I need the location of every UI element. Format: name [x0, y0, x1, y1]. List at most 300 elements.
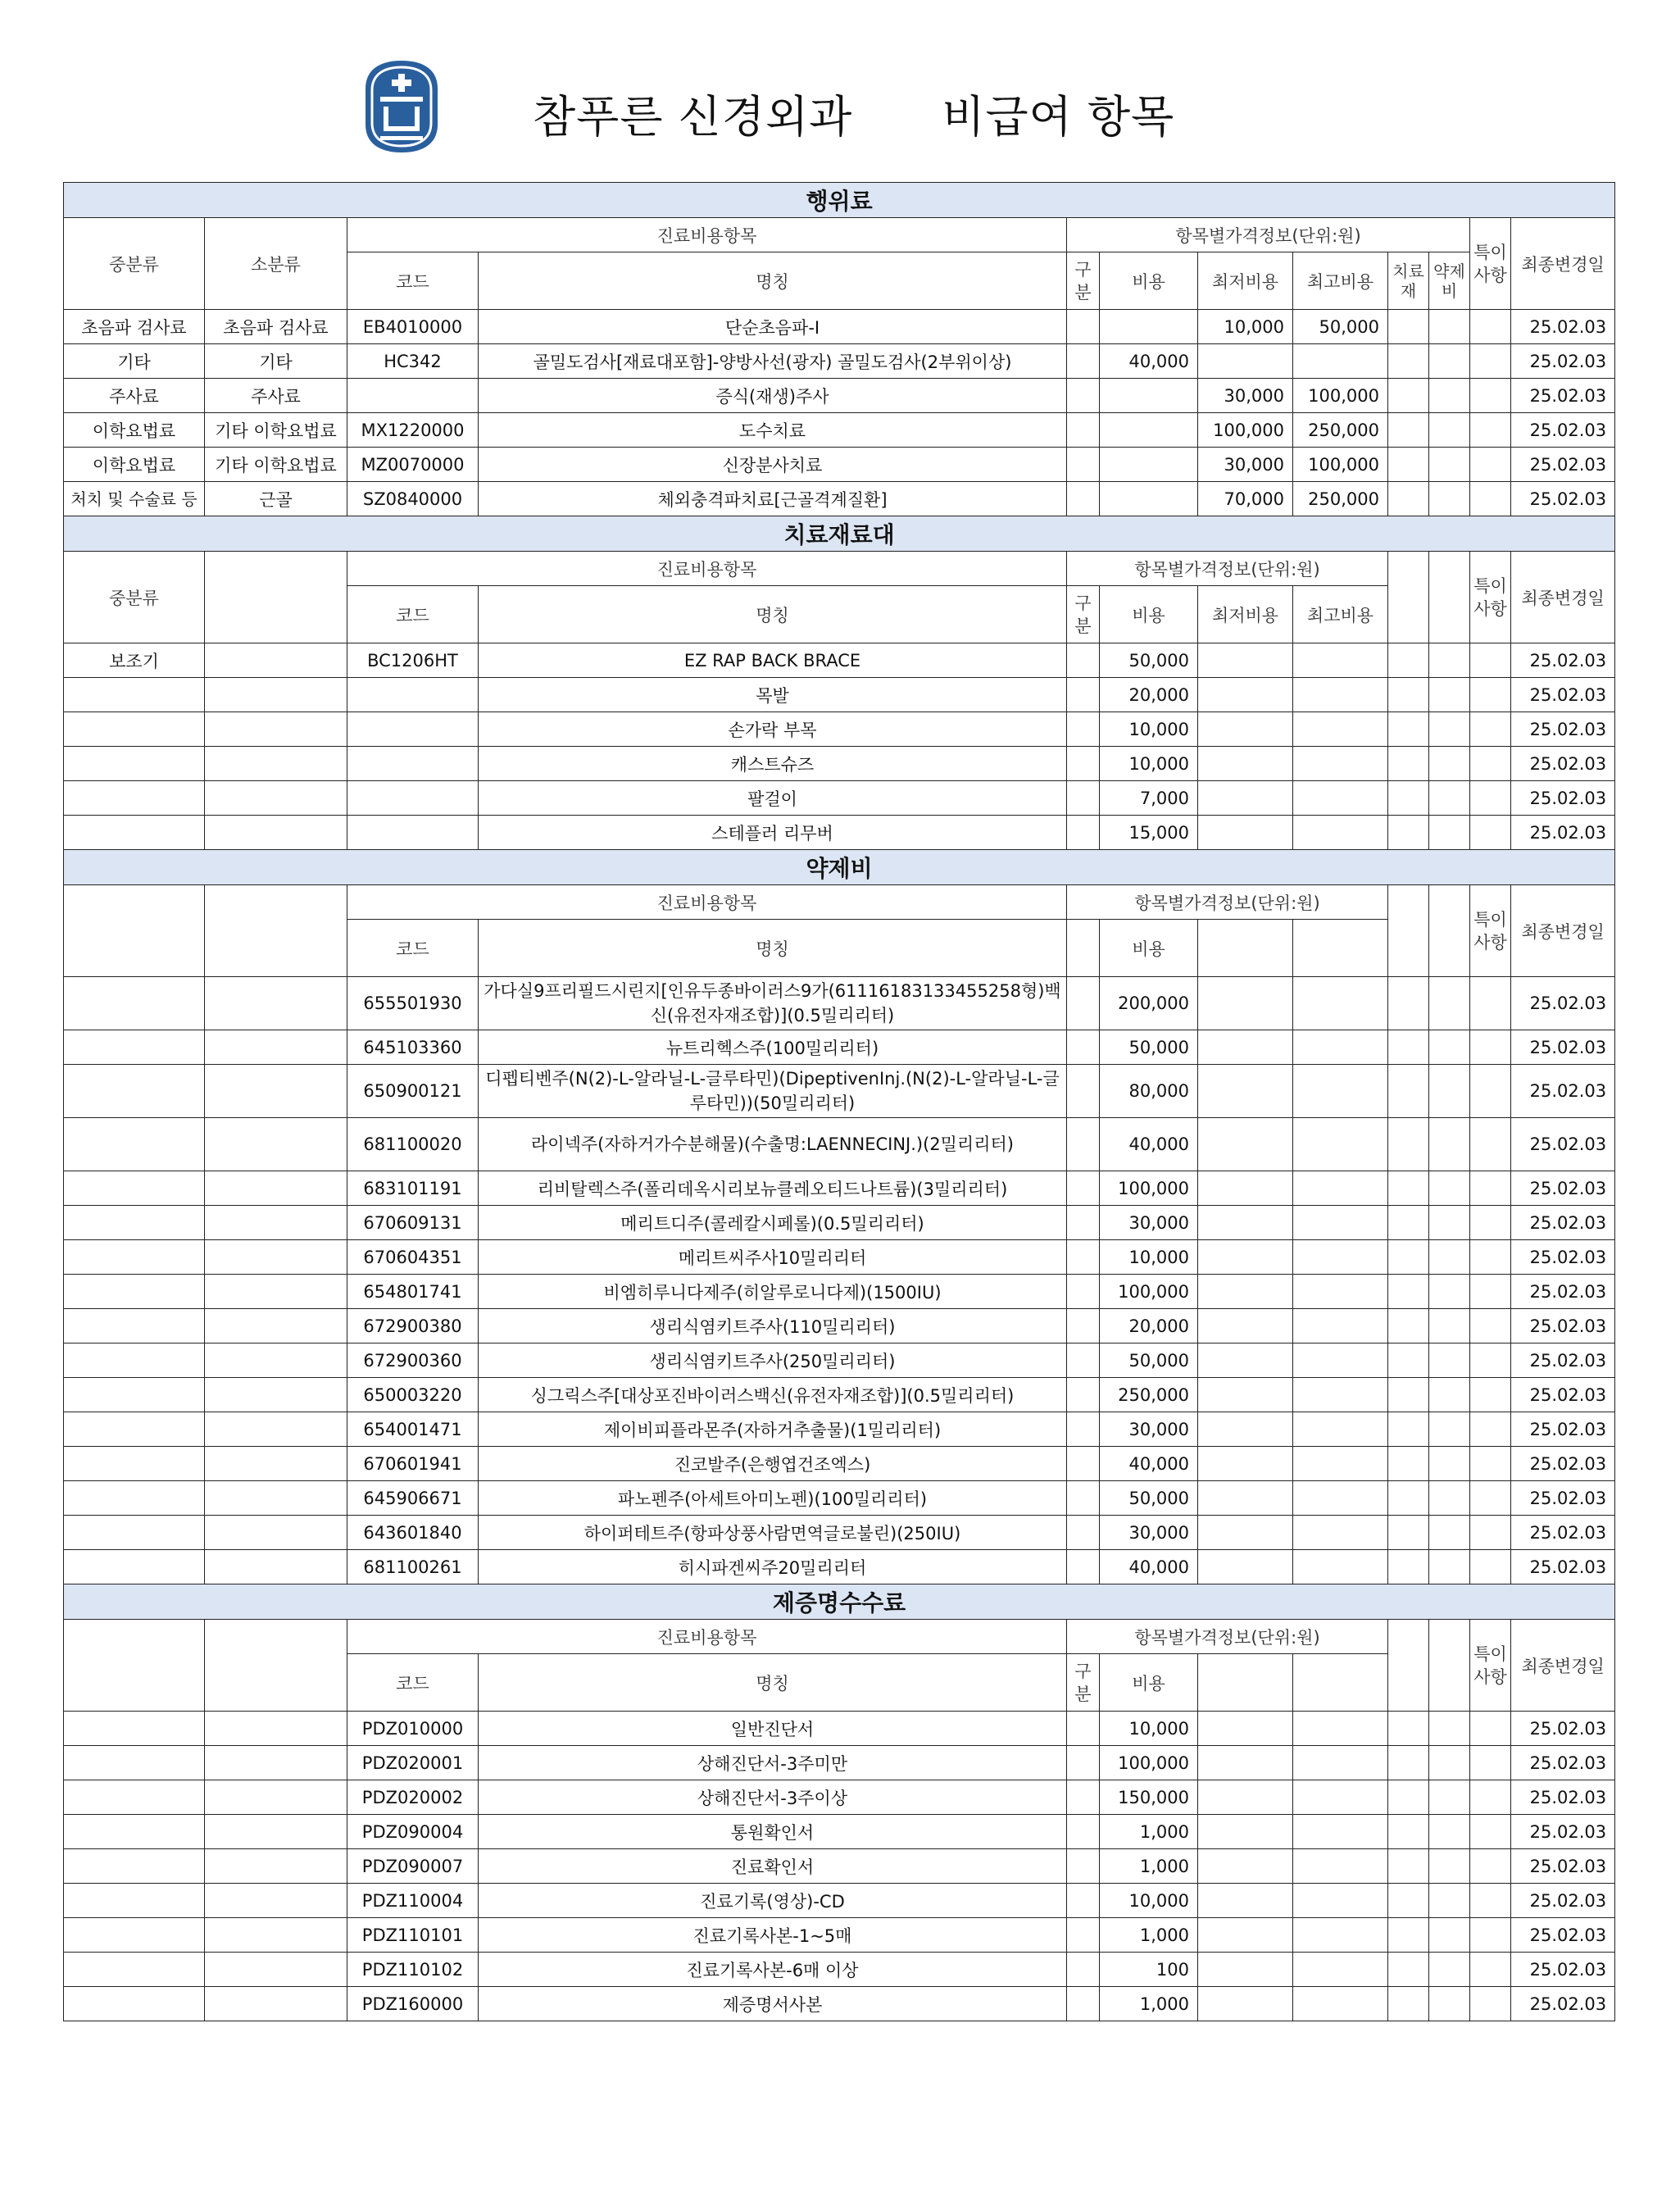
- updated-date-cell: 25.02.03: [1511, 379, 1615, 413]
- empty-cell: [1067, 1275, 1100, 1309]
- empty-cell: [1429, 482, 1470, 516]
- header-drug: 약제비: [1429, 252, 1470, 310]
- table-row: [64, 747, 1615, 781]
- updated-date-cell: 25.02.03: [1511, 448, 1615, 482]
- empty-cell: [1067, 448, 1100, 482]
- table-row: [64, 1065, 1615, 1118]
- updated-date-cell: 25.02.03: [1511, 1780, 1615, 1815]
- mid-category-cell: 초음파 검사료: [64, 310, 205, 344]
- code-cell: PDZ160000: [347, 1987, 479, 2021]
- code-cell: PDZ090007: [347, 1849, 479, 1884]
- cost-cell: 7,000: [1100, 781, 1198, 816]
- code-cell: PDZ110004: [347, 1884, 479, 1918]
- empty-cell: [1429, 1065, 1470, 1118]
- empty-cell: [1388, 643, 1429, 678]
- empty-cell: [205, 1447, 347, 1481]
- sub-category-cell: 초음파 검사료: [205, 310, 347, 344]
- updated-date-cell: 25.02.03: [1511, 1065, 1615, 1118]
- empty-cell: [1198, 1987, 1293, 2021]
- name-cell: 손가락 부목: [479, 712, 1067, 747]
- name-cell: 가다실9프리필드시린지[인유두종바이러스9가(6111618313345525​8형)백신(유전자재조합)](0.5밀리리터): [479, 977, 1067, 1030]
- empty-cell: [1067, 1884, 1100, 1918]
- empty-cell: [1429, 1309, 1470, 1343]
- code-cell: PDZ010000: [347, 1712, 479, 1746]
- empty-cell: [64, 1275, 205, 1309]
- empty-cell: [1388, 1343, 1429, 1378]
- empty-cell: [1470, 781, 1511, 816]
- header-updated: 최종변경일: [1511, 1620, 1615, 1712]
- empty-cell: [1198, 1849, 1293, 1884]
- empty-cell: [205, 1746, 347, 1780]
- empty-cell: [1388, 1884, 1429, 1918]
- empty-cell: [205, 1481, 347, 1516]
- header-blank: [1429, 1620, 1470, 1712]
- empty-cell: [1388, 1746, 1429, 1780]
- header-price-group: 항목별가격정보(단위:원): [1067, 218, 1470, 252]
- updated-date-cell: 25.02.03: [1511, 1206, 1615, 1240]
- empty-cell: [205, 1815, 347, 1849]
- empty-cell: [1470, 747, 1511, 781]
- empty-cell: [1429, 448, 1470, 482]
- table-row: [64, 1481, 1615, 1516]
- empty-cell: [1470, 1849, 1511, 1884]
- empty-cell: [1198, 781, 1293, 816]
- updated-date-cell: 25.02.03: [1511, 310, 1615, 344]
- table-row: [64, 1884, 1615, 1918]
- table-row: [64, 1030, 1615, 1065]
- empty-cell: [1388, 482, 1429, 516]
- max-cost-cell: 250,000: [1293, 482, 1388, 516]
- header-blank: [64, 1620, 205, 1712]
- empty-cell: [1293, 1987, 1388, 2021]
- empty-cell: [1429, 344, 1470, 379]
- empty-cell: [1388, 1481, 1429, 1516]
- table-row: [64, 1815, 1615, 1849]
- code-cell: PDZ110101: [347, 1918, 479, 1953]
- empty-cell: [205, 1378, 347, 1412]
- empty-cell: [1388, 977, 1429, 1030]
- updated-date-cell: 25.02.03: [1511, 712, 1615, 747]
- empty-cell: [1470, 1780, 1511, 1815]
- name-cell: 생리식염키트주사(250밀리리터): [479, 1343, 1067, 1378]
- empty-cell: [1293, 1447, 1388, 1481]
- name-cell: 히시파겐씨주20밀리리터: [479, 1550, 1067, 1584]
- empty-cell: [1067, 1065, 1100, 1118]
- empty-cell: [1429, 1240, 1470, 1275]
- header-blank: [1067, 920, 1100, 977]
- empty-cell: [1067, 1206, 1100, 1240]
- empty-cell: [1293, 643, 1388, 678]
- empty-cell: [1388, 1378, 1429, 1412]
- empty-cell: [1388, 1780, 1429, 1815]
- max-cost-cell: [1293, 344, 1388, 379]
- cost-cell: 10,000: [1100, 1884, 1198, 1918]
- cost-cell: 1,000: [1100, 1918, 1198, 1953]
- empty-cell: [1429, 816, 1470, 850]
- mid-category-cell: [64, 712, 205, 747]
- empty-cell: [205, 1118, 347, 1171]
- header-sub-category: 소분류: [205, 218, 347, 310]
- code-cell: 670609131: [347, 1206, 479, 1240]
- table-row: [64, 1746, 1615, 1780]
- max-cost-cell: 100,000: [1293, 448, 1388, 482]
- empty-cell: [64, 1030, 205, 1065]
- empty-cell: [1067, 1780, 1100, 1815]
- table-row: [64, 1378, 1615, 1412]
- name-cell: 목발: [479, 678, 1067, 712]
- sub-category-cell: 근골: [205, 482, 347, 516]
- updated-date-cell: 25.02.03: [1511, 747, 1615, 781]
- empty-cell: [1429, 1815, 1470, 1849]
- updated-date-cell: 25.02.03: [1511, 643, 1615, 678]
- table-row: [64, 1309, 1615, 1343]
- empty-cell: [205, 816, 347, 850]
- code-cell: EB4010000: [347, 310, 479, 344]
- code-cell: 654801741: [347, 1275, 479, 1309]
- empty-cell: [1198, 1343, 1293, 1378]
- empty-cell: [1429, 1780, 1470, 1815]
- table-row: [64, 1171, 1615, 1206]
- table-row: [64, 1987, 1615, 2021]
- name-cell: 제이비피플라몬주(자하거추출물)(1밀리리터): [479, 1412, 1067, 1447]
- cost-cell: 100,000: [1100, 1171, 1198, 1206]
- empty-cell: [1429, 310, 1470, 344]
- header-price-group: 항목별가격정보(단위:원): [1067, 552, 1388, 586]
- empty-cell: [1198, 1516, 1293, 1550]
- name-cell: 캐스트슈즈: [479, 747, 1067, 781]
- empty-cell: [1429, 1849, 1470, 1884]
- cost-cell: 30,000: [1100, 1206, 1198, 1240]
- empty-cell: [1198, 747, 1293, 781]
- code-cell: BC1206HT: [347, 643, 479, 678]
- cost-cell: 1,000: [1100, 1849, 1198, 1884]
- empty-cell: [1293, 1309, 1388, 1343]
- mid-category-cell: [64, 678, 205, 712]
- min-cost-cell: 10,000: [1198, 310, 1293, 344]
- empty-cell: [1470, 413, 1511, 448]
- cost-cell: 10,000: [1100, 747, 1198, 781]
- sub-category-cell: 기타: [205, 344, 347, 379]
- sub-category-cell: 주사료: [205, 379, 347, 413]
- empty-cell: [1470, 1815, 1511, 1849]
- empty-cell: [1198, 1030, 1293, 1065]
- name-cell: 스테플러 리무버: [479, 816, 1067, 850]
- empty-cell: [1067, 1849, 1100, 1884]
- name-cell: 신장분사치료: [479, 448, 1067, 482]
- name-cell: 팔걸이: [479, 781, 1067, 816]
- empty-cell: [1470, 1378, 1511, 1412]
- name-cell: 메리트씨주사10밀리리터: [479, 1240, 1067, 1275]
- empty-cell: [1198, 1412, 1293, 1447]
- empty-cell: [1067, 344, 1100, 379]
- empty-cell: [1470, 1275, 1511, 1309]
- empty-cell: [1429, 379, 1470, 413]
- code-cell: PDZ110102: [347, 1953, 479, 1987]
- table-row: [64, 1550, 1615, 1584]
- table-row: [64, 1780, 1615, 1815]
- empty-cell: [1470, 344, 1511, 379]
- updated-date-cell: 25.02.03: [1511, 1378, 1615, 1412]
- empty-cell: [1388, 1953, 1429, 1987]
- updated-date-cell: 25.02.03: [1511, 1849, 1615, 1884]
- name-cell: 뉴트리헥스주(100밀리리터): [479, 1030, 1067, 1065]
- empty-cell: [1293, 1780, 1388, 1815]
- mid-category-cell: 이학요법료: [64, 413, 205, 448]
- name-cell: 제증명서사본: [479, 1987, 1067, 2021]
- empty-cell: [1429, 1275, 1470, 1309]
- empty-cell: [1388, 379, 1429, 413]
- empty-cell: [1388, 1516, 1429, 1550]
- empty-cell: [1198, 1712, 1293, 1746]
- name-cell: 싱그릭스주[대상포진바이러스백신(유전자재조합)](0.5밀리리터): [479, 1378, 1067, 1412]
- empty-cell: [1198, 678, 1293, 712]
- code-cell: SZ0840000: [347, 482, 479, 516]
- empty-cell: [1293, 1918, 1388, 1953]
- cost-cell: 10,000: [1100, 712, 1198, 747]
- header-special: 특이사항: [1470, 885, 1511, 977]
- empty-cell: [1388, 1918, 1429, 1953]
- name-cell: 파노펜주(아세트아미노펜)(100밀리리터): [479, 1481, 1067, 1516]
- name-cell: 상해진단서-3주미만: [479, 1746, 1067, 1780]
- empty-cell: [1470, 1343, 1511, 1378]
- empty-cell: [205, 1987, 347, 2021]
- empty-cell: [1388, 1171, 1429, 1206]
- empty-cell: [1067, 1343, 1100, 1378]
- table-row: [64, 344, 1615, 379]
- updated-date-cell: 25.02.03: [1511, 1987, 1615, 2021]
- empty-cell: [1067, 1378, 1100, 1412]
- empty-cell: [1429, 747, 1470, 781]
- updated-date-cell: 25.02.03: [1511, 1240, 1615, 1275]
- header-blank: [205, 552, 347, 643]
- empty-cell: [1293, 678, 1388, 712]
- empty-cell: [1429, 1953, 1470, 1987]
- empty-cell: [1293, 1171, 1388, 1206]
- cost-cell: 250,000: [1100, 1378, 1198, 1412]
- section-title-certificates: 제증명수수료: [64, 1584, 1615, 1620]
- cost-cell: 30,000: [1100, 1412, 1198, 1447]
- header-code: 코드: [347, 920, 479, 977]
- empty-cell: [1067, 678, 1100, 712]
- table-row: [64, 1118, 1615, 1171]
- empty-cell: [1470, 678, 1511, 712]
- min-cost-cell: 30,000: [1198, 448, 1293, 482]
- empty-cell: [1470, 1240, 1511, 1275]
- empty-cell: [1198, 816, 1293, 850]
- empty-cell: [205, 1240, 347, 1275]
- table-row: [64, 310, 1615, 344]
- code-cell: [347, 747, 479, 781]
- header-gubun: 구분: [1067, 586, 1100, 643]
- empty-cell: [205, 1849, 347, 1884]
- header-blank: [1198, 920, 1293, 977]
- empty-cell: [1293, 1206, 1388, 1240]
- mid-category-cell: [64, 747, 205, 781]
- header-special: 특이사항: [1470, 1620, 1511, 1712]
- empty-cell: [1067, 379, 1100, 413]
- updated-date-cell: 25.02.03: [1511, 1953, 1615, 1987]
- empty-cell: [1429, 1746, 1470, 1780]
- empty-cell: [1388, 1240, 1429, 1275]
- empty-cell: [1293, 1065, 1388, 1118]
- empty-cell: [205, 1171, 347, 1206]
- page-header: [0, 49, 1680, 164]
- empty-cell: [1429, 1171, 1470, 1206]
- clinic-name: 참푸른 신경외과: [533, 91, 853, 143]
- header-blank: [205, 1620, 347, 1712]
- empty-cell: [1198, 643, 1293, 678]
- name-cell: 진료확인서: [479, 1849, 1067, 1884]
- header-min: 최저비용: [1198, 586, 1293, 643]
- empty-cell: [1429, 1550, 1470, 1584]
- table-row: [64, 482, 1615, 516]
- empty-cell: [1429, 1712, 1470, 1746]
- document-subtitle: 비급여 항목: [942, 91, 1175, 143]
- empty-cell: [205, 1030, 347, 1065]
- sub-category-cell: 기타 이학요법료: [205, 413, 347, 448]
- code-cell: 650900121: [347, 1065, 479, 1118]
- empty-cell: [1198, 1447, 1293, 1481]
- mid-category-cell: [64, 816, 205, 850]
- empty-cell: [205, 1712, 347, 1746]
- empty-cell: [1198, 1780, 1293, 1815]
- header-price-group: 항목별가격정보(단위:원): [1067, 885, 1388, 920]
- empty-cell: [1293, 1746, 1388, 1780]
- empty-cell: [1067, 1550, 1100, 1584]
- cost-cell: [1100, 482, 1198, 516]
- section-title-procedures: 행위료: [64, 183, 1615, 218]
- code-cell: [347, 781, 479, 816]
- mid-category-cell: 기타: [64, 344, 205, 379]
- empty-cell: [1067, 781, 1100, 816]
- empty-cell: [1293, 1815, 1388, 1849]
- empty-cell: [1429, 1987, 1470, 2021]
- empty-cell: [1293, 1378, 1388, 1412]
- header-material: 치료재: [1388, 252, 1429, 310]
- table-row: [64, 1275, 1615, 1309]
- table-row: [64, 1240, 1615, 1275]
- header-updated: 최종변경일: [1511, 218, 1615, 310]
- mid-category-cell: [64, 781, 205, 816]
- cost-cell: 150,000: [1100, 1780, 1198, 1815]
- empty-cell: [1293, 1849, 1388, 1884]
- empty-cell: [1067, 816, 1100, 850]
- table-row: [64, 1206, 1615, 1240]
- empty-cell: [1470, 1712, 1511, 1746]
- empty-cell: [1429, 643, 1470, 678]
- empty-cell: [1388, 1712, 1429, 1746]
- empty-cell: [1470, 1481, 1511, 1516]
- empty-cell: [1470, 1987, 1511, 2021]
- header-code: 코드: [347, 1654, 479, 1712]
- empty-cell: [1293, 747, 1388, 781]
- empty-cell: [1198, 977, 1293, 1030]
- code-cell: 650003220: [347, 1378, 479, 1412]
- empty-cell: [1429, 1884, 1470, 1918]
- name-cell: 단순초음파-Ⅰ: [479, 310, 1067, 344]
- name-cell: 증식(재생)주사: [479, 379, 1067, 413]
- empty-cell: [1429, 413, 1470, 448]
- empty-cell: [64, 1712, 205, 1746]
- updated-date-cell: 25.02.03: [1511, 1884, 1615, 1918]
- header-special: 특이사항: [1470, 552, 1511, 643]
- name-cell: 라이넥주(자하거가수분해물)(수출명:LAENNECINJ.)(2밀리리터): [479, 1118, 1067, 1171]
- cost-cell: [1100, 448, 1198, 482]
- name-cell: 디펩티벤주(N(2)-L-알라닐-L-글루타민)(DipeptivenInj.(N(2)-L-알라닐-L-글루타민))(50밀리리터): [479, 1065, 1067, 1118]
- header-cost: 비용: [1100, 920, 1198, 977]
- table-row: [64, 413, 1615, 448]
- code-cell: [347, 816, 479, 850]
- empty-cell: [1470, 310, 1511, 344]
- empty-cell: [64, 1987, 205, 2021]
- cost-cell: 10,000: [1100, 1240, 1198, 1275]
- updated-date-cell: 25.02.03: [1511, 1447, 1615, 1481]
- table-row: [64, 678, 1615, 712]
- cost-cell: 100: [1100, 1953, 1198, 1987]
- empty-cell: [205, 1065, 347, 1118]
- table-row: [64, 1412, 1615, 1447]
- header-code: 코드: [347, 252, 479, 310]
- code-cell: MX1220000: [347, 413, 479, 448]
- header-blank: [64, 885, 205, 977]
- empty-cell: [1429, 1412, 1470, 1447]
- table-row: [64, 781, 1615, 816]
- header-name: 명칭: [479, 1654, 1067, 1712]
- empty-cell: [1293, 1481, 1388, 1516]
- empty-cell: [1067, 1918, 1100, 1953]
- empty-cell: [1067, 1987, 1100, 2021]
- empty-cell: [1429, 1030, 1470, 1065]
- empty-cell: [1388, 344, 1429, 379]
- table-row: [64, 816, 1615, 850]
- cost-cell: 40,000: [1100, 1447, 1198, 1481]
- empty-cell: [1198, 1309, 1293, 1343]
- empty-cell: [1429, 977, 1470, 1030]
- code-cell: PDZ020001: [347, 1746, 479, 1780]
- empty-cell: [1198, 1118, 1293, 1171]
- header-blank: [1388, 885, 1429, 977]
- code-cell: 670604351: [347, 1240, 479, 1275]
- name-cell: 도수치료: [479, 413, 1067, 448]
- header-min: 최저비용: [1198, 252, 1293, 310]
- code-cell: [347, 379, 479, 413]
- code-cell: [347, 712, 479, 747]
- empty-cell: [64, 1516, 205, 1550]
- empty-cell: [1293, 1240, 1388, 1275]
- empty-cell: [1067, 1240, 1100, 1275]
- empty-cell: [1429, 1516, 1470, 1550]
- empty-cell: [1067, 1746, 1100, 1780]
- empty-cell: [64, 1118, 205, 1171]
- header-max: 최고비용: [1293, 252, 1388, 310]
- code-cell: 683101191: [347, 1171, 479, 1206]
- empty-cell: [1429, 1343, 1470, 1378]
- empty-cell: [1388, 1118, 1429, 1171]
- empty-cell: [1470, 1953, 1511, 1987]
- empty-cell: [1470, 1065, 1511, 1118]
- empty-cell: [1388, 781, 1429, 816]
- header-updated: 최종변경일: [1511, 552, 1615, 643]
- name-cell: 리비탈렉스주(폴리데옥시리보뉴클레오티드나트륨)(3밀리리터): [479, 1171, 1067, 1206]
- table-row: [64, 712, 1615, 747]
- empty-cell: [64, 1206, 205, 1240]
- cost-cell: 100,000: [1100, 1275, 1198, 1309]
- code-cell: 681100020: [347, 1118, 479, 1171]
- empty-cell: [1293, 781, 1388, 816]
- empty-cell: [1198, 1206, 1293, 1240]
- empty-cell: [64, 1815, 205, 1849]
- updated-date-cell: 25.02.03: [1511, 1746, 1615, 1780]
